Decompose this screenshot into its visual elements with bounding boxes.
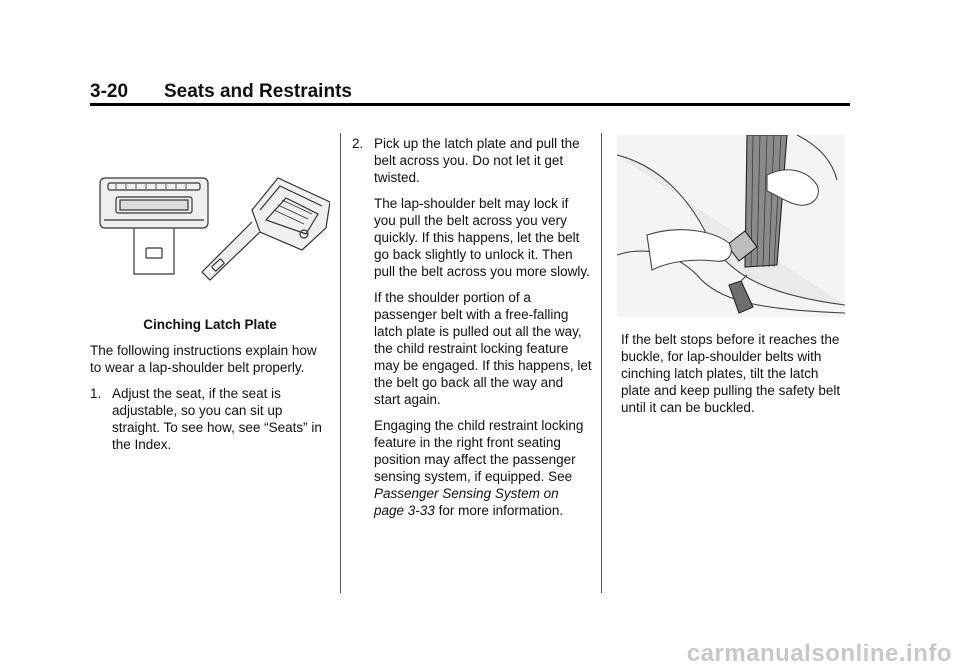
lock-paragraph: The lap-shoulder belt may lock if you pull the belt across you very quickly. If this happens, let the belt go back slightly to unlock it. Then pull the belt across you more slowly. xyxy=(374,196,590,279)
step-1 xyxy=(90,385,330,453)
shoulder-portion-paragraph: If the shoulder portion of a passenger belt with a free-falling latch plate is pulled out all the way, the child restraint locking feature may be engaged. If this happens, let the belt go back all the way and start again. xyxy=(374,290,592,407)
step-2-number: 2. xyxy=(352,136,364,151)
column-2 xyxy=(352,135,592,528)
column-1 xyxy=(90,150,330,462)
belt-stops-paragraph: If the belt stops before it reaches the buckle, for lap-shoulder belts with cinching latch plates, tilt the latch plate and keep pulling the safety belt until it can be buckled. xyxy=(621,332,841,415)
step-2 xyxy=(352,135,592,186)
child-restraint-paragraph xyxy=(352,417,592,519)
watermark: carmanualsonline.info xyxy=(686,640,952,667)
column-3 xyxy=(617,135,849,425)
step-1-number: 1. xyxy=(90,386,102,401)
section-title: Seats and Restraints xyxy=(164,81,352,102)
cinching-latch-plate-illustration xyxy=(90,150,330,316)
step-1-text: Adjust the seat, if the seat is adjustable, so you can sit up straight. To see how, see “Seats” in the Index. xyxy=(112,386,322,452)
figure-caption: Cinching Latch Plate xyxy=(143,317,277,332)
step-2-text: Pick up the latch plate and pull the belt across you. Do not let it get twisted. xyxy=(374,136,580,185)
child-restraint-text-end: for more information. xyxy=(434,503,564,518)
buckling-belt-illustration xyxy=(617,135,845,317)
passenger-sensing-reference: Passenger Sensing System on page 3-33 xyxy=(374,486,559,518)
child-restraint-text: Engaging the child restraint locking feature in the right front seating position may affect the passenger sensing system, if equipped. See xyxy=(374,418,584,484)
intro-paragraph: The following instructions explain how to wear a lap-shoulder belt properly. xyxy=(90,343,317,375)
page-number: 3-20 xyxy=(90,81,129,102)
column-divider-1 xyxy=(340,133,341,593)
column-divider-2 xyxy=(601,133,602,593)
header-rule xyxy=(90,103,850,106)
page-header xyxy=(90,80,850,104)
